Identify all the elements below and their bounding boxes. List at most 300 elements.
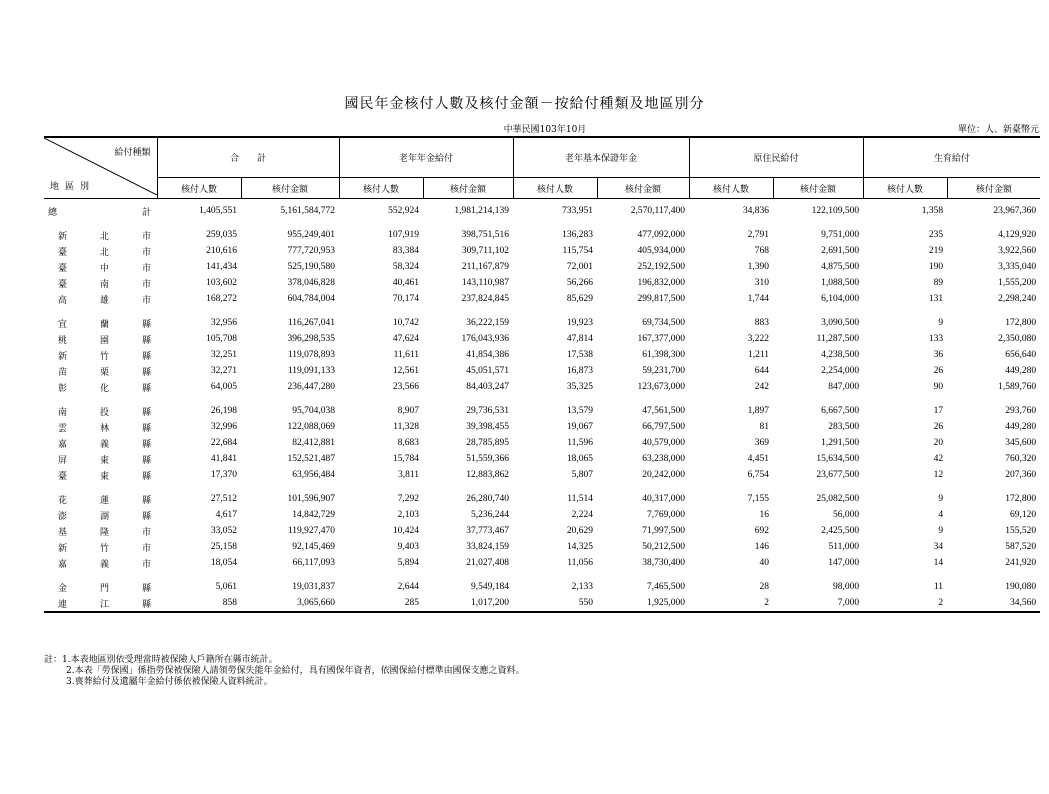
amount-cell: 101,596,907	[287, 494, 336, 504]
subheader-count: 核付人數	[863, 178, 947, 199]
count-cell: 56,266	[566, 278, 594, 288]
table-row	[44, 227, 1040, 243]
count-cell: 18,054	[210, 558, 237, 568]
statistics-table	[44, 136, 1040, 613]
count-cell: 28	[759, 582, 770, 592]
amount-cell: 777,720,953	[287, 246, 336, 256]
amount-cell: 122,109,500	[811, 206, 860, 216]
amount-cell: 3,065,660	[241, 595, 339, 612]
amount-cell: 190,080	[1005, 582, 1037, 592]
count-cell: 2,644	[397, 582, 420, 592]
amount-cell: 45,051,571	[466, 366, 510, 376]
region-name: 花蓮縣	[58, 494, 151, 505]
count-cell: 14	[933, 558, 944, 568]
amount-cell: 25,082,500	[816, 494, 860, 504]
amount-cell: 1,291,500	[821, 438, 860, 448]
footnotes	[44, 655, 525, 688]
amount-cell: 71,997,500	[642, 526, 686, 536]
count-cell: 9	[938, 494, 944, 504]
region-name: 新竹縣	[58, 350, 151, 361]
amount-cell: 299,817,500	[637, 294, 686, 304]
count-cell: 242	[754, 382, 770, 392]
count-cell: 552,924	[388, 206, 420, 216]
amount-cell: 398,751,516	[461, 230, 510, 240]
region-name: 桃園縣	[58, 334, 151, 345]
count-cell: 22,684	[210, 438, 237, 448]
amount-cell: 511,000	[828, 542, 860, 552]
count-cell: 1,211	[748, 350, 770, 360]
table-row	[44, 539, 1040, 555]
amount-cell: 449,280	[1005, 422, 1037, 432]
amount-cell: 196,832,000	[637, 278, 686, 288]
count-cell: 12,561	[392, 366, 420, 376]
count-cell: 11,328	[393, 422, 420, 432]
region-name: 連江縣	[44, 595, 157, 612]
count-cell: 32,996	[210, 422, 237, 432]
count-cell: 19,067	[566, 422, 594, 432]
count-cell: 858	[157, 595, 241, 612]
amount-cell: 28,785,895	[466, 438, 510, 448]
count-cell: 35,325	[566, 382, 594, 392]
table-row	[44, 379, 1040, 395]
count-cell: 1,405,551	[199, 206, 237, 216]
amount-cell: 1,017,200	[423, 595, 513, 612]
count-cell: 369	[754, 438, 770, 448]
amount-cell: 143,110,987	[461, 278, 510, 288]
count-cell: 692	[754, 526, 770, 536]
corner-label-region: 地區別	[50, 181, 96, 191]
subheader-amount: 核付金額	[241, 178, 339, 199]
count-cell: 6,754	[747, 470, 770, 480]
count-cell: 235	[928, 230, 944, 240]
amount-cell: 5,236,244	[471, 510, 510, 520]
count-cell: 89	[933, 278, 944, 288]
amount-cell: 656,640	[1005, 350, 1037, 360]
count-cell: 40	[759, 558, 770, 568]
amount-cell: 7,000	[773, 595, 863, 612]
amount-cell: 176,043,936	[461, 334, 510, 344]
region-name: 金門縣	[58, 582, 151, 593]
amount-cell: 378,046,828	[287, 278, 336, 288]
amount-cell: 51,559,366	[466, 454, 510, 464]
amount-cell: 4,875,500	[821, 262, 860, 272]
amount-cell: 252,192,500	[637, 262, 686, 272]
amount-cell: 40,317,000	[642, 494, 686, 504]
amount-cell: 152,521,487	[287, 454, 336, 464]
amount-cell: 6,104,000	[821, 294, 860, 304]
count-cell: 17,370	[210, 470, 237, 480]
region-name: 嘉義市	[58, 558, 151, 569]
amount-cell: 309,711,102	[461, 246, 510, 256]
amount-cell: 66,797,500	[642, 422, 686, 432]
count-cell: 2,791	[747, 230, 770, 240]
table-row	[44, 555, 1040, 571]
amount-cell: 9,549,184	[471, 582, 510, 592]
region-name: 宜蘭縣	[58, 318, 151, 329]
count-cell: 42	[933, 454, 944, 464]
amount-cell: 47,561,500	[642, 406, 686, 416]
amount-cell: 56,000	[832, 510, 860, 520]
count-cell: 32,271	[210, 366, 237, 376]
group-header-aboriginal-benefit: 原住民給付	[689, 137, 863, 178]
count-cell: 131	[928, 294, 944, 304]
report-date: 中華民國103年10月	[503, 125, 587, 135]
count-cell: 23,566	[392, 382, 420, 392]
count-cell: 15,784	[392, 454, 420, 464]
count-cell: 81	[759, 422, 770, 432]
amount-cell: 98,000	[832, 582, 860, 592]
amount-cell: 34,560	[947, 595, 1040, 612]
count-cell: 17,538	[566, 350, 594, 360]
count-cell: 32,956	[210, 318, 237, 328]
region-name: 雲林縣	[58, 422, 151, 433]
table-row	[44, 275, 1040, 291]
count-cell: 16	[759, 510, 770, 520]
amount-cell: 477,092,000	[637, 230, 686, 240]
count-cell: 1,897	[747, 406, 770, 416]
count-cell: 25,158	[210, 542, 237, 552]
table-row	[44, 435, 1040, 451]
amount-cell: 345,600	[1005, 438, 1037, 448]
amount-cell: 207,360	[1005, 470, 1037, 480]
table-row	[44, 363, 1040, 379]
count-cell: 310	[754, 278, 770, 288]
region-name: 臺中市	[58, 262, 151, 273]
row-spacer	[44, 395, 1040, 403]
amount-cell: 241,920	[1005, 558, 1037, 568]
amount-cell: 587,520	[1005, 542, 1037, 552]
table-row	[44, 451, 1040, 467]
table-row	[44, 347, 1040, 363]
amount-cell: 2,691,500	[821, 246, 860, 256]
amount-cell: 155,520	[1005, 526, 1037, 536]
count-cell: 644	[754, 366, 770, 376]
count-cell: 7,155	[747, 494, 770, 504]
count-cell: 190	[928, 262, 944, 272]
count-cell: 85,629	[566, 294, 594, 304]
amount-cell: 4,238,500	[821, 350, 860, 360]
amount-cell: 167,377,000	[637, 334, 686, 344]
region-name: 臺北市	[58, 246, 151, 257]
count-cell: 259,035	[206, 230, 237, 240]
amount-cell: 61,398,300	[642, 350, 686, 360]
row-spacer	[44, 219, 1040, 227]
total-row	[44, 199, 1040, 220]
amount-cell: 449,280	[1005, 366, 1037, 376]
amount-cell: 1,925,000	[597, 595, 689, 612]
amount-cell: 92,145,469	[292, 542, 336, 552]
count-cell: 9	[938, 318, 944, 328]
subheader-count: 核付人數	[689, 178, 773, 199]
count-cell: 10,742	[392, 318, 420, 328]
amount-cell: 760,320	[1005, 454, 1037, 464]
page-title: 國民年金核付人數及核付金額－按給付種類及地區別分	[344, 96, 705, 112]
amount-cell: 236,447,280	[287, 382, 336, 392]
count-cell: 115,754	[562, 246, 594, 256]
count-cell: 32,251	[210, 350, 237, 360]
count-cell: 4,451	[747, 454, 770, 464]
amount-cell: 3,090,500	[821, 318, 860, 328]
amount-cell: 26,280,740	[466, 494, 510, 504]
count-cell: 26	[933, 366, 944, 376]
count-cell: 733,951	[562, 206, 594, 216]
count-cell: 141,434	[206, 262, 237, 272]
count-cell: 146	[754, 542, 770, 552]
count-cell: 9	[938, 526, 944, 536]
region-name: 新竹市	[58, 542, 151, 553]
header-corner	[44, 137, 157, 199]
amount-cell: 19,031,837	[292, 582, 336, 592]
count-cell: 20	[933, 438, 944, 448]
count-cell: 12	[933, 470, 944, 480]
count-cell: 210,616	[206, 246, 237, 256]
amount-cell: 1,589,760	[998, 382, 1037, 392]
amount-cell: 2,570,117,400	[630, 206, 686, 216]
amount-cell: 50,212,500	[642, 542, 686, 552]
amount-cell: 20,242,000	[642, 470, 686, 480]
table-row	[44, 523, 1040, 539]
table-row	[44, 331, 1040, 347]
count-cell: 11,056	[567, 558, 594, 568]
amount-cell: 23,677,500	[816, 470, 860, 480]
amount-cell: 37,773,467	[466, 526, 510, 536]
amount-cell: 95,704,038	[292, 406, 336, 416]
amount-cell: 66,117,093	[292, 558, 336, 568]
count-cell: 768	[754, 246, 770, 256]
amount-cell: 172,800	[1005, 318, 1037, 328]
table-body	[44, 199, 1040, 613]
amount-cell: 237,824,845	[461, 294, 510, 304]
group-header-old-age-pension: 老年年金給付	[339, 137, 513, 178]
amount-cell: 29,736,531	[466, 406, 510, 416]
count-cell: 9,403	[397, 542, 420, 552]
count-cell: 58,324	[392, 262, 420, 272]
amount-cell: 6,667,500	[821, 406, 860, 416]
amount-cell: 119,091,133	[287, 366, 336, 376]
count-cell: 11,514	[567, 494, 594, 504]
amount-cell: 1,555,200	[998, 278, 1037, 288]
amount-cell: 405,934,000	[637, 246, 686, 256]
amount-cell: 293,760	[1005, 406, 1037, 416]
table-row	[44, 595, 1040, 612]
amount-cell: 14,842,729	[292, 510, 336, 520]
subheader-amount: 核付金額	[597, 178, 689, 199]
count-cell: 34	[933, 542, 944, 552]
count-cell: 70,174	[392, 294, 420, 304]
table-row	[44, 507, 1040, 523]
count-cell: 90	[933, 382, 944, 392]
amount-cell: 63,238,000	[642, 454, 686, 464]
count-cell: 2	[863, 595, 947, 612]
table-row	[44, 419, 1040, 435]
count-cell: 40,461	[392, 278, 420, 288]
row-spacer	[44, 483, 1040, 491]
corner-label-benefit-type: 給付種類	[114, 147, 151, 157]
amount-cell: 147,000	[828, 558, 860, 568]
count-cell: 105,708	[206, 334, 237, 344]
count-cell: 133	[928, 334, 944, 344]
amount-cell: 7,769,000	[647, 510, 686, 520]
count-cell: 19,923	[566, 318, 594, 328]
group-header-basic-guaranteed-pension: 老年基本保證年金	[513, 137, 689, 178]
count-cell: 83,384	[392, 246, 420, 256]
region-name: 嘉義縣	[58, 438, 151, 449]
count-cell: 26,198	[210, 406, 237, 416]
amount-cell: 11,287,500	[816, 334, 860, 344]
count-cell: 33,052	[210, 526, 237, 536]
subheader-count: 核付人數	[513, 178, 597, 199]
amount-cell: 4,129,920	[998, 230, 1037, 240]
count-cell: 72,001	[566, 262, 594, 272]
group-header-maternity-benefit: 生育給付	[863, 137, 1040, 178]
amount-cell: 3,922,560	[998, 246, 1037, 256]
amount-cell: 396,298,535	[287, 334, 336, 344]
subheader-count: 核付人數	[339, 178, 423, 199]
count-cell: 2,103	[397, 510, 420, 520]
count-cell: 5,894	[397, 558, 420, 568]
count-cell: 219	[928, 246, 944, 256]
footnote-2: 2.本表「勞保國」係指勞保被保險人請領勞保失能年金給付，具有國保年資者，依國保給付標準由國保支應之資料。	[66, 666, 525, 676]
count-cell: 34,836	[742, 206, 770, 216]
amount-cell: 122,088,069	[287, 422, 336, 432]
amount-cell: 172,800	[1005, 494, 1037, 504]
table-row	[44, 403, 1040, 419]
amount-cell: 9,751,000	[821, 230, 860, 240]
count-cell: 41,841	[210, 454, 237, 464]
count-cell: 168,272	[206, 294, 237, 304]
count-cell: 4,617	[215, 510, 237, 520]
amount-cell: 847,000	[828, 382, 860, 392]
table-row	[44, 467, 1040, 483]
footnote-3: 3.喪葬給付及遺屬年金給付係依被保險人資料統計。	[66, 677, 273, 687]
count-cell: 3,222	[747, 334, 770, 344]
group-header-total: 合 計	[157, 137, 339, 178]
count-cell: 5,807	[571, 470, 594, 480]
amount-cell: 69,734,500	[642, 318, 686, 328]
amount-cell: 5,161,584,772	[280, 206, 336, 216]
count-cell: 20,629	[566, 526, 594, 536]
count-cell: 13,579	[566, 406, 594, 416]
count-cell: 4	[938, 510, 944, 520]
count-cell: 27,512	[210, 494, 237, 504]
count-cell: 36	[933, 350, 944, 360]
count-cell: 883	[754, 318, 770, 328]
amount-cell: 1,981,214,139	[454, 206, 510, 216]
amount-cell: 41,854,386	[466, 350, 510, 360]
table-row	[44, 315, 1040, 331]
count-cell: 103,602	[206, 278, 237, 288]
amount-cell: 119,927,470	[287, 526, 336, 536]
count-cell: 5,061	[215, 582, 237, 592]
count-cell: 47,814	[566, 334, 594, 344]
count-cell: 14,325	[566, 542, 594, 552]
amount-cell: 123,673,000	[637, 382, 686, 392]
count-cell: 7,292	[397, 494, 420, 504]
amount-cell: 40,579,000	[642, 438, 686, 448]
table-row	[44, 291, 1040, 307]
row-spacer	[44, 307, 1040, 315]
region-name: 臺東縣	[58, 470, 151, 481]
amount-cell: 82,412,881	[292, 438, 336, 448]
amount-cell: 604,784,004	[287, 294, 336, 304]
amount-cell: 21,027,408	[466, 558, 510, 568]
count-cell: 16,873	[566, 366, 594, 376]
count-cell: 1,390	[747, 262, 770, 272]
amount-cell: 59,231,700	[642, 366, 686, 376]
amount-cell: 15,634,500	[816, 454, 860, 464]
footnote-1: 註：1.本表地區別依受理當時被保險人戶籍所在縣市統計。	[44, 655, 278, 665]
amount-cell: 2,350,080	[998, 334, 1037, 344]
region-name: 高雄市	[58, 294, 151, 305]
amount-cell: 23,967,360	[993, 206, 1037, 216]
region-name: 基隆市	[58, 526, 151, 537]
amount-cell: 69,120	[1009, 510, 1037, 520]
region-name: 澎湖縣	[58, 510, 151, 521]
amount-cell: 119,078,893	[287, 350, 336, 360]
amount-cell: 7,465,500	[647, 582, 686, 592]
region-name: 彰化縣	[58, 382, 151, 393]
count-cell: 1,358	[921, 206, 944, 216]
amount-cell: 33,824,159	[466, 542, 510, 552]
count-cell: 2,224	[571, 510, 594, 520]
table-row	[44, 491, 1040, 507]
region-name: 苗栗縣	[58, 366, 151, 377]
amount-cell: 36,222,159	[466, 318, 510, 328]
region-name: 南投縣	[58, 406, 151, 417]
amount-cell: 12,883,862	[466, 470, 510, 480]
count-cell: 136,283	[562, 230, 594, 240]
subheader-count: 核付人數	[157, 178, 241, 199]
unit-label: 單位：人、新臺幣元	[957, 125, 1039, 135]
amount-cell: 2,254,000	[821, 366, 860, 376]
count-cell: 2,133	[571, 582, 594, 592]
count-cell: 1,744	[747, 294, 770, 304]
region-name: 屏東縣	[58, 454, 151, 465]
amount-cell: 84,403,247	[466, 382, 510, 392]
count-cell: 285	[339, 595, 423, 612]
count-cell: 8,907	[397, 406, 420, 416]
count-cell: 8,683	[397, 438, 420, 448]
count-cell: 107,919	[388, 230, 420, 240]
amount-cell: 525,190,580	[287, 262, 336, 272]
amount-cell: 116,267,041	[287, 318, 336, 328]
amount-cell: 1,088,500	[821, 278, 860, 288]
count-cell: 11,596	[567, 438, 594, 448]
subheader-amount: 核付金額	[947, 178, 1040, 199]
amount-cell: 2,298,240	[998, 294, 1037, 304]
amount-cell: 2,425,500	[821, 526, 860, 536]
region-name: 臺南市	[58, 278, 151, 289]
count-cell: 47,624	[392, 334, 420, 344]
row-spacer	[44, 571, 1040, 579]
count-cell: 2	[689, 595, 773, 612]
subheader-amount: 核付金額	[423, 178, 513, 199]
table-row	[44, 243, 1040, 259]
count-cell: 10,424	[392, 526, 420, 536]
amount-cell: 3,335,040	[998, 262, 1037, 272]
count-cell: 26	[933, 422, 944, 432]
region-name: 新北市	[58, 230, 151, 241]
table-row	[44, 259, 1040, 275]
amount-cell: 211,167,879	[461, 262, 510, 272]
count-cell: 11	[933, 582, 944, 592]
amount-cell: 38,730,400	[642, 558, 686, 568]
subheader-amount: 核付金額	[773, 178, 863, 199]
amount-cell: 955,249,401	[287, 230, 336, 240]
amount-cell: 63,956,484	[292, 470, 336, 480]
count-cell: 18,065	[566, 454, 594, 464]
count-cell: 550	[513, 595, 597, 612]
